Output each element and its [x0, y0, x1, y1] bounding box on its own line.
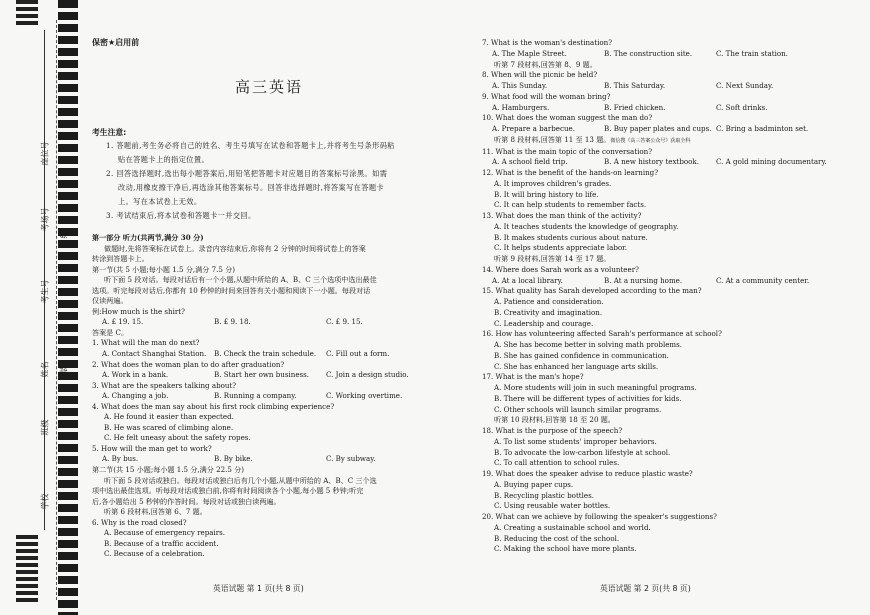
field-school: 学校	[40, 493, 50, 510]
line-text: 例:How much is the shirt?	[92, 306, 185, 316]
text-line	[482, 243, 850, 254]
line-text: 转涂到答题卡上。	[92, 254, 149, 264]
line-text: 第一节(共 5 小题;每小题 1.5 分,满分 7.5 分)	[92, 264, 236, 274]
line-text: 答案是 C。	[92, 327, 129, 337]
field-seat-number: 座位号	[40, 141, 50, 166]
text-line	[482, 319, 850, 330]
line-text: A. To list some students' improper behaviors.	[494, 436, 657, 446]
field-class: 班级	[40, 419, 50, 436]
line-text: 13. What does the man think of the activity?	[482, 211, 642, 220]
option-item: A. £ 19. 15.	[102, 317, 144, 327]
option-row	[482, 81, 850, 92]
text-line	[482, 544, 850, 555]
option-item: C. The train station.	[716, 48, 788, 58]
note-line: 2. 回答选择题时,选出每小题答案后,用铅笔把答题卡对应题目的答案标号涂黑。如需	[106, 169, 388, 178]
text-line	[482, 415, 850, 426]
line-text: 6. Why is the road closed?	[92, 517, 187, 527]
binding-stripes-bottom	[16, 535, 38, 605]
option-item: C. Working overtime.	[326, 391, 403, 401]
binding-stripes-top	[16, 0, 38, 26]
text-line	[482, 523, 850, 534]
option-item: A. This Sunday.	[492, 81, 548, 90]
option-item: C. Bring a badminton set.	[716, 124, 809, 133]
cut-mark-install: 装	[59, 365, 69, 374]
option-row	[482, 49, 850, 60]
line-text: 15. What quality has Sarah developed according to the man?	[482, 286, 702, 296]
text-line	[482, 372, 850, 383]
text-line	[482, 147, 850, 158]
note-line: 1. 答题前,考生务必将自己的姓名、考生号填写在试卷和答题卡上,并将考生号条形码粘	[106, 141, 395, 150]
option-item: B. Buy paper plates and cups.	[604, 124, 712, 133]
note-line: 上。写在本试卷上无效。	[118, 197, 202, 206]
option-row	[92, 391, 450, 402]
text-line	[482, 351, 850, 362]
text-line	[92, 286, 450, 297]
text-line	[482, 211, 850, 222]
option-item: A. Prepare a barbecue.	[492, 124, 575, 133]
cut-mark-line: 线	[59, 230, 69, 239]
text-line	[482, 501, 850, 512]
page1-content	[92, 233, 450, 560]
text-line	[482, 286, 850, 297]
text-line	[92, 486, 450, 497]
option-item: C. At a community center.	[716, 275, 810, 285]
text-line	[482, 135, 850, 147]
binding-stripes-edge	[58, 0, 78, 615]
text-line	[92, 381, 450, 392]
text-line	[482, 179, 850, 190]
option-item: A. By bus.	[102, 454, 139, 464]
line-text: 听下面 5 段对话或独白。每段对话或独白后有几个小题,从题中所给的 A、B、C 三个选	[104, 475, 377, 485]
text-line	[92, 465, 450, 476]
text-line	[92, 528, 450, 539]
line-text: 项中选出最佳选项。听每段对话或独白前,你将有时间阅读各个小题,每小题 5 秒钟;听完	[92, 486, 364, 496]
option-item: B. This Saturday.	[604, 81, 666, 90]
text-line	[482, 491, 850, 502]
option-row	[482, 103, 850, 114]
confidential-label: 保密★启用前	[92, 38, 140, 47]
line-text: C. He felt uneasy about the safety ropes.	[104, 433, 251, 443]
option-item: B. By bike.	[214, 454, 253, 464]
field-candidate-number: 考生号	[40, 279, 50, 304]
text-line	[482, 437, 850, 448]
option-item: C. Soft drinks.	[716, 102, 768, 112]
option-row	[92, 454, 450, 465]
text-line	[92, 254, 450, 265]
line-text: B. Creativity and imagination.	[494, 307, 603, 317]
line-text: B. There will be different types of activities for kids.	[494, 393, 682, 403]
option-item: B. The construction site.	[604, 48, 693, 58]
line-text: B. Reducing the cost of the school.	[494, 533, 620, 543]
text-line	[482, 458, 850, 469]
text-line	[482, 480, 850, 491]
line-text: 19. What does the speaker advise to reduce plastic waste?	[482, 469, 693, 478]
line-text: 仅读两遍。	[92, 296, 128, 306]
line-text: A. More students will join in such meaningful programs.	[494, 383, 697, 392]
line-text: 听第 6 段材料,回答第 6、7 题。	[104, 507, 207, 517]
line-text: C. She has enhanced her language arts skills.	[494, 361, 659, 371]
text-line	[482, 512, 850, 523]
line-text: A. It teaches students the knowledge of geography.	[494, 221, 679, 231]
line-text: 3. What are the speakers talking about?	[92, 380, 237, 390]
note-line: 贴在答题卡上的指定位置。	[118, 155, 210, 164]
option-item: B. Fried chicken.	[604, 102, 666, 112]
option-row	[92, 349, 450, 360]
text-line	[92, 275, 450, 286]
text-line	[482, 38, 850, 49]
line-text: 做题时,先将答案标在试卷上。录音内容结束后,你将有 2 分钟的时间将试卷上的答案	[104, 243, 366, 253]
notes-heading: 考生注意:	[92, 128, 127, 137]
line-text: A. She has become better in solving math problems.	[494, 340, 683, 349]
line-text: 听第 8 段材料,回答第 11 至 13 题。	[494, 134, 611, 144]
line-text: 后,各小题给出 5 秒钟的作答时间。每段对话或独白读两遍。	[92, 496, 281, 506]
page1-footer: 英语试题 第 1 页(共 8 页)	[213, 584, 304, 593]
text-line	[482, 200, 850, 211]
line-text: A. Buying paper cups.	[494, 479, 574, 489]
option-item: B. A new history textbook.	[604, 157, 699, 167]
line-text: 选项。听完每段对话后,你都有 10 秒钟的时间来回答有关小题和阅读下一小题。每段对话	[92, 285, 371, 295]
text-line	[482, 254, 850, 265]
line-text: 9. What food will the woman bring?	[482, 91, 611, 101]
option-row	[482, 124, 850, 135]
line-text: C. It can help students to remember facts.	[494, 200, 647, 210]
note-line: 3. 考试结束后,将本试卷和答题卡一并交回。	[106, 211, 256, 220]
text-line	[482, 70, 850, 81]
text-line	[482, 92, 850, 103]
option-item: A. At a local library.	[492, 275, 563, 285]
text-line	[92, 518, 450, 529]
line-text: B. It will bring history to life.	[494, 189, 599, 199]
page-title: 高三英语	[234, 78, 303, 96]
text-line	[482, 113, 850, 124]
line-text: A. Creating a sustainable school and world.	[494, 522, 651, 532]
line-text: C. It helps students appreciate labor.	[494, 243, 628, 253]
text-line	[482, 340, 850, 351]
option-item: B. Running a company.	[214, 391, 297, 401]
line-text: 10. What does the woman suggest the man do?	[482, 113, 653, 123]
text-line	[482, 265, 850, 276]
text-line	[92, 233, 450, 244]
text-line	[92, 423, 450, 434]
option-item: A. A school field trip.	[492, 157, 568, 167]
text-line	[92, 507, 450, 518]
line-text: 1. What will the man do next?	[92, 338, 200, 348]
line-text: A. Because of emergency repairs.	[104, 528, 226, 538]
text-line	[92, 360, 450, 371]
line-text: A. He found it easier than expected.	[104, 412, 234, 422]
line-text: B. It makes students curious about nature.	[494, 232, 648, 242]
line-text: 14. Where does Sarah work as a volunteer?	[482, 264, 639, 274]
text-line	[92, 412, 450, 423]
line-text: 16. How has volunteering affected Sarah's performance at school?	[482, 329, 722, 339]
line-text: A. Patience and consideration.	[494, 297, 604, 306]
text-line	[482, 190, 850, 201]
text-line	[482, 222, 850, 233]
text-line	[92, 402, 450, 413]
line-text: C. Because of a celebration.	[104, 549, 205, 559]
cut-line	[56, 20, 57, 600]
text-line	[92, 338, 450, 349]
line-text: B. She has gained confidence in communication.	[494, 350, 669, 360]
option-item: A. Contact Shanghai Station.	[102, 349, 207, 359]
line-text: A. It improves children's grades.	[494, 178, 612, 188]
text-line	[482, 308, 850, 319]
option-item: C. By subway.	[326, 454, 376, 464]
line-text: 4. What does the man say about his first rock climbing experience?	[92, 401, 335, 411]
text-line	[482, 60, 850, 71]
option-item: C. Join a design studio.	[326, 370, 409, 380]
text-line	[482, 362, 850, 373]
option-item: C. Next Sunday.	[716, 81, 774, 90]
binding-margin	[0, 0, 80, 615]
text-line	[92, 296, 450, 307]
line-text: 20. What can we achieve by following the speaker's suggestions?	[482, 512, 717, 521]
option-item: B. Start her own business.	[214, 370, 310, 380]
line-text: C. Leadership and courage.	[494, 318, 594, 328]
line-text: 12. What is the benefit of the hands-on learning?	[482, 168, 659, 177]
line-text: 2. What does the woman plan to do after graduation?	[92, 359, 285, 369]
line-text: 听第 9 段材料,回答第 14 至 17 题。	[494, 254, 611, 263]
line-text: 17. What is the man's hope?	[482, 372, 584, 382]
line-text: 5. How will the man get to work?	[92, 443, 212, 453]
line-text: 第二节(共 15 小题;每小题 1.5 分,满分 22.5 分)	[92, 465, 245, 475]
page2-content	[482, 38, 850, 555]
line-text: B. Recycling plastic bottles.	[494, 490, 595, 500]
option-item: A. Hamburgers.	[492, 102, 550, 112]
note-line: 改动,用橡皮擦干净后,再选涂其他答案标号。回答非选择题时,将答案写在答题卡	[118, 183, 385, 192]
line-text: 18. What is the purpose of the speech?	[482, 426, 623, 435]
option-row	[482, 276, 850, 287]
text-line	[482, 426, 850, 437]
text-line	[482, 469, 850, 480]
line-text: B. To advocate the low-carbon lifestyle at school.	[494, 447, 671, 457]
text-line	[482, 405, 850, 416]
line-text: 8. When will the picnic be held?	[482, 70, 598, 80]
inline-note: 微信搜《高三答案公众号》获取全科	[610, 137, 691, 144]
line-text: 听第 10 段材料,回答第 18 至 20 题。	[494, 415, 615, 425]
text-line	[482, 534, 850, 545]
line-text: C. Other schools will launch similar programs.	[494, 404, 662, 414]
line-text: 11. What is the main topic of the conversation?	[482, 146, 653, 156]
text-line	[92, 549, 450, 560]
option-item: B. At a nursing home.	[604, 275, 683, 285]
option-item: C. A gold mining documentary.	[716, 157, 827, 167]
text-line	[92, 244, 450, 255]
line-text: 第一部分 听力(共两节,满分 30 分)	[92, 233, 204, 242]
option-item: A. The Maple Street.	[492, 48, 567, 58]
line-text: 听第 7 段材料,回答第 8、9 题。	[494, 59, 597, 69]
text-line	[482, 448, 850, 459]
text-line	[482, 168, 850, 179]
page2-footer: 英语试题 第 2 页(共 8 页)	[600, 584, 691, 593]
line-text: 听下面 5 段对话。每段对话后有一个小题,从题中所给的 A、B、C 三个选项中选出最佳	[104, 275, 377, 285]
text-line	[92, 476, 450, 487]
line-text: 7. What is the woman's destination?	[482, 38, 613, 47]
cut-mark-bind: 订	[59, 299, 69, 308]
line-text: B. He was scared of climbing alone.	[104, 422, 234, 432]
text-line	[92, 265, 450, 276]
text-line	[482, 329, 850, 340]
option-row	[92, 370, 450, 381]
line-text: C. Making the school have more plants.	[494, 544, 637, 554]
option-row	[92, 317, 450, 328]
text-line	[92, 444, 450, 455]
line-text: C. Using reusable water bottles.	[494, 501, 611, 511]
text-line	[482, 297, 850, 308]
line-text: C. To call attention to school rules.	[494, 458, 620, 468]
option-item: B. £ 9. 18.	[214, 317, 251, 327]
text-line	[482, 233, 850, 244]
text-line	[92, 539, 450, 550]
option-item: A. Changing a job.	[102, 391, 169, 401]
option-item: B. Check the train schedule.	[214, 349, 317, 359]
text-line	[482, 383, 850, 394]
notes-list	[106, 139, 446, 223]
line-text: B. Because of a traffic accident.	[104, 538, 219, 548]
field-name: 姓名	[40, 361, 50, 378]
option-row	[482, 157, 850, 168]
option-item: C. Fill out a form.	[326, 349, 390, 359]
text-line	[92, 433, 450, 444]
field-exam-room: 考场号	[40, 207, 50, 232]
text-line	[482, 394, 850, 405]
text-line	[92, 307, 450, 318]
text-line	[92, 328, 450, 339]
option-item: A. Work in a bank.	[102, 370, 169, 380]
text-line	[92, 497, 450, 508]
option-item: C. £ 9. 15.	[326, 317, 363, 327]
